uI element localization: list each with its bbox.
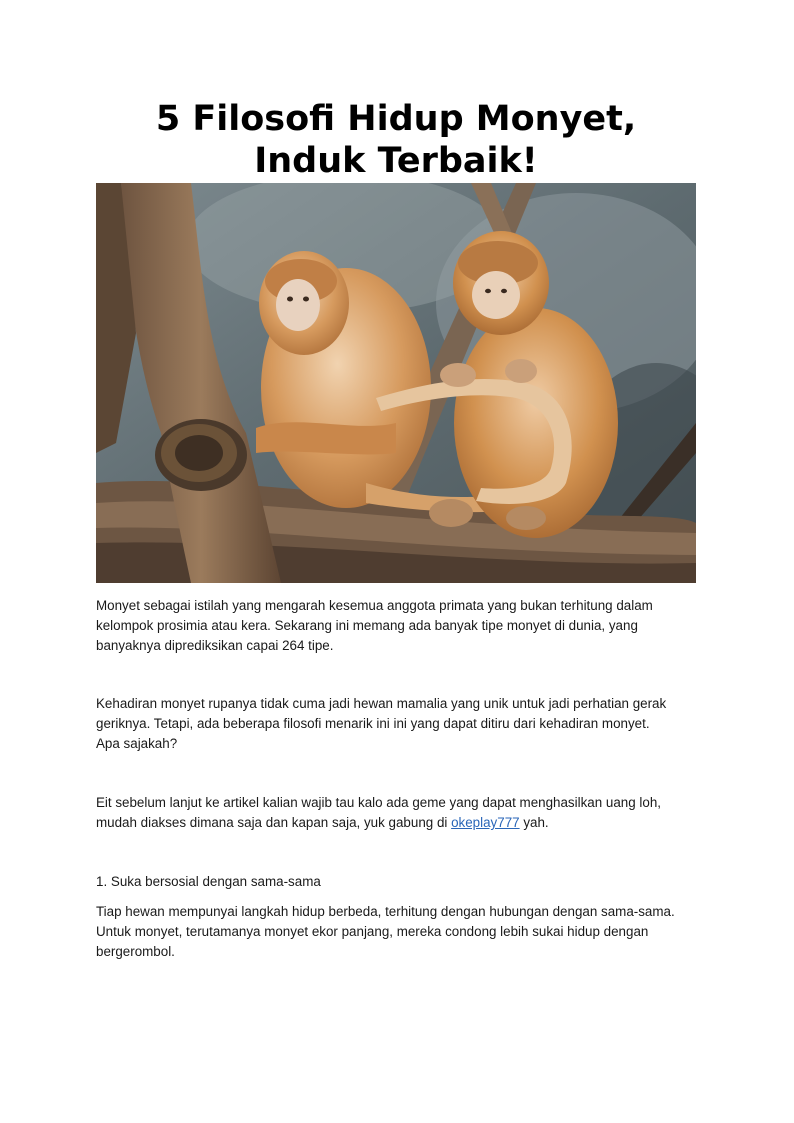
presence-paragraph <box>96 694 696 754</box>
section-heading-1-text: 1. Suka bersosial dengan sama-sama <box>96 874 321 889</box>
intro-paragraph <box>96 596 696 656</box>
promo-line-1: Eit sebelum lanjut ke artikel kalian wajib tau kalo ada geme yang dapat menghasilkan uang loh, <box>96 795 661 810</box>
presence-line-2: geriknya. Tetapi, ada beberapa filosofi menarik ini ini yang dapat ditiru dari kehadiran monyet. <box>96 716 650 731</box>
presence-line-3: Apa sajakah? <box>96 736 178 751</box>
section-heading-1 <box>96 872 696 892</box>
promo-line-2 <box>96 813 696 833</box>
social-line-1: Tiap hewan mempunyai langkah hidup berbeda, terhitung dengan hubungan dengan sama-sama. <box>96 904 675 919</box>
promo-line-2-before: mudah diakses dimana saja dan kapan saja, yuk gabung di <box>96 815 452 830</box>
title-line-2: Induk Terbaik! <box>254 141 538 181</box>
intro-line-2: kelompok prosimia atau kera. Sekarang ini memang ada banyak tipe monyet di dunia, yang <box>96 618 638 633</box>
social-paragraph <box>96 902 696 962</box>
title-line-1: 5 Filosofi Hidup Monyet, <box>155 99 637 139</box>
social-line-3: bergerombol. <box>96 944 175 959</box>
presence-line-1: Kehadiran monyet rupanya tidak cuma jadi hewan mamalia yang unik untuk jadi perhatian gerak <box>96 696 667 711</box>
intro-line-1: Monyet sebagai istilah yang mengarah kesemua anggota primata yang bukan terhitung dalam <box>96 598 653 613</box>
monkeys-photo <box>96 183 696 583</box>
promo-line-2-after: yah. <box>519 815 549 830</box>
social-line-2: Untuk monyet, terutamanya monyet ekor panjang, mereka condong lebih sukai hidup dengan <box>96 924 649 939</box>
article-title <box>96 98 696 182</box>
intro-line-3: banyaknya diprediksikan capai 264 tipe. <box>96 638 334 653</box>
okeplay777-link[interactable]: okeplay777 <box>451 815 520 830</box>
promo-paragraph <box>96 793 696 833</box>
